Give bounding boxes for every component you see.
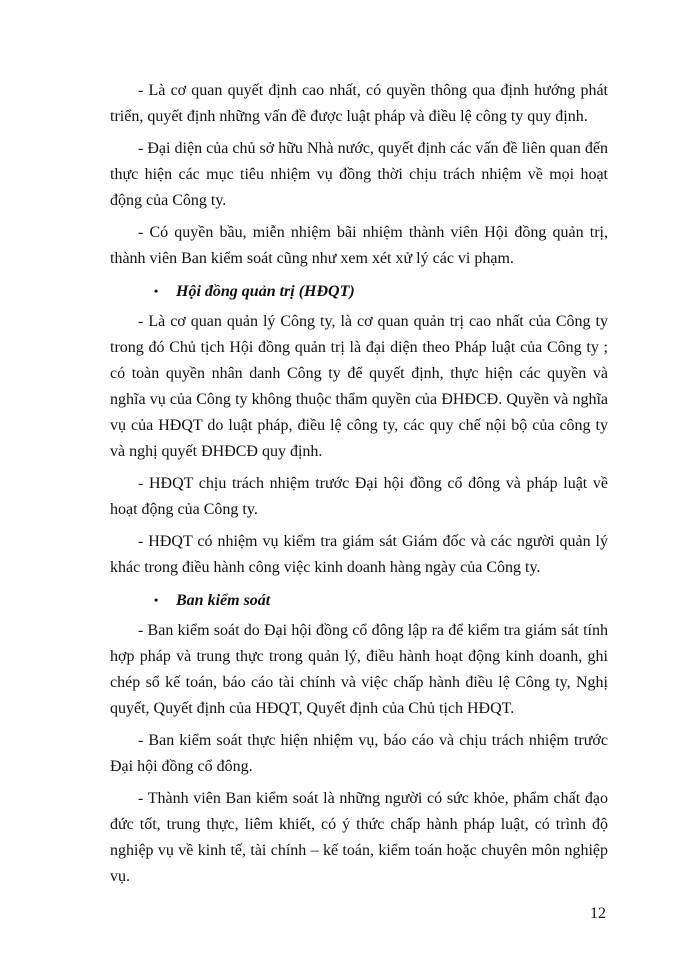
supervisory-paragraph-2: - Ban kiểm soát thực hiện nhiệm vụ, báo cáo và chịu trách nhiệm trước Đại hội đồng cổ đông. bbox=[110, 732, 608, 775]
page-content bbox=[110, 78, 608, 896]
board-heading-text: Hội đồng quản trị (HĐQT) bbox=[176, 283, 355, 300]
supervisory-section-heading bbox=[110, 587, 608, 614]
board-paragraph-3: - HĐQT có nhiệm vụ kiểm tra giám sát Giám đốc và các người quản lý khác trong điều hành công việc kinh doanh hàng ngày của Công ty. bbox=[110, 533, 608, 576]
shareholders-paragraph-1: - Là cơ quan quyết định cao nhất, có quyền thông qua định hướng phát triển, quyết định những vấn đề được luật pháp và điều lệ công ty quy định. bbox=[110, 82, 608, 125]
bullet-icon: • bbox=[154, 593, 159, 607]
shareholders-paragraph-2: - Đại diện của chủ sở hữu Nhà nước, quyết định các vấn đề liên quan đến thực hiện các mục tiêu nhiệm vụ đồng thời chịu trách nhiệm về mọi hoạt động của Công ty. bbox=[110, 140, 608, 209]
shareholders-paragraph-3: - Có quyền bầu, miễn nhiệm bãi nhiệm thành viên Hội đồng quản trị, thành viên Ban kiểm soát cũng như xem xét xử lý các vi phạm. bbox=[110, 224, 608, 267]
supervisory-paragraph-1: - Ban kiểm soát do Đại hội đồng cổ đông lập ra để kiểm tra giám sát tính hợp pháp và trung thực trong quản lý, điều hành hoạt động kinh doanh, ghi chép sổ kế toán, báo cáo tài chính và việc chấp hành điều lệ Công ty, Nghị quyết, Quyết định của HĐQT, Quyết định của Chủ tịch HĐQT. bbox=[110, 622, 608, 717]
board-paragraph-2: - HĐQT chịu trách nhiệm trước Đại hội đồng cổ đông và pháp luật về hoạt động của Công ty. bbox=[110, 475, 608, 518]
page-number: 12 bbox=[590, 905, 606, 922]
bullet-icon: • bbox=[154, 284, 159, 298]
board-section-heading bbox=[110, 278, 608, 305]
board-paragraph-1: - Là cơ quan quản lý Công ty, là cơ quan quản trị cao nhất của Công ty trong đó Chủ tịch Hội đồng quản trị là đại diện theo Pháp luật của Công ty ; có toàn quyền nhân danh Công ty để quyết định, thực hiện các quyền và nghĩa vụ của Công ty không thuộc thẩm quyền của ĐHĐCĐ. Quyền và nghĩa vụ của HĐQT do luật pháp, điều lệ công ty, các quy chế nội bộ của công ty và nghị quyết ĐHĐCĐ quy định. bbox=[110, 313, 608, 460]
supervisory-paragraph-3: - Thành viên Ban kiểm soát là những người có sức khỏe, phẩm chất đạo đức tốt, trung thực, liêm khiết, có ý thức chấp hành pháp luật, có trình độ nghiệp vụ về kinh tế, tài chính – kế toán, kiểm toán hoặc chuyên môn nghiệp vụ. bbox=[110, 790, 608, 885]
supervisory-heading-text: Ban kiểm soát bbox=[176, 592, 271, 609]
